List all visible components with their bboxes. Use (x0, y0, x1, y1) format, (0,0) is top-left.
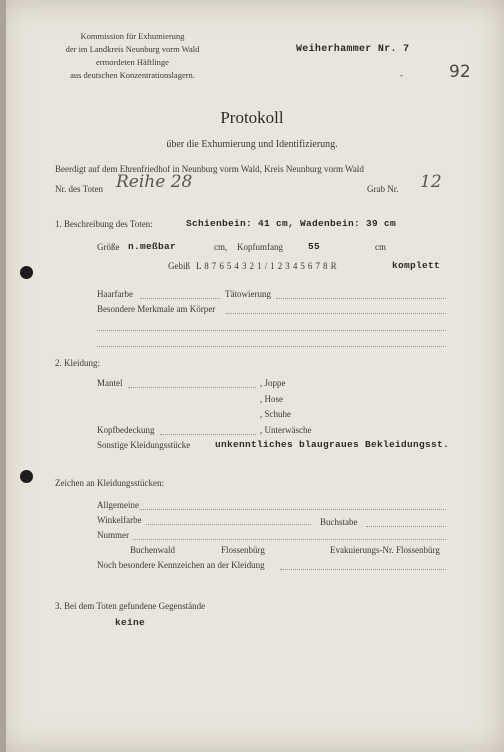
buchstabe-label: Buchstabe (320, 517, 358, 527)
reference-number: Weiherhammer Nr. 7 (296, 44, 410, 55)
buchenwald-label: Buchenwald (130, 545, 175, 555)
nummer-line (133, 539, 446, 540)
section2-label: 2. Kleidung: (55, 358, 100, 368)
haarfarbe-line (140, 298, 220, 299)
kopfbedeckung-label: Kopfbedeckung (97, 425, 155, 435)
groesse-value: n.meßbar (128, 241, 177, 252)
commission-line: aus deutschen Konzentrationslagern. (70, 70, 195, 80)
page-title: Protokoll (220, 108, 284, 127)
header-dash: - (400, 70, 403, 80)
punch-hole (20, 266, 33, 279)
cm-label: cm, (214, 242, 228, 252)
evakuierung-label: Evakuierungs-Nr. Flossenbürg (330, 545, 440, 555)
gebiss-value: komplett (392, 260, 441, 271)
punch-hole (20, 470, 33, 483)
description-value: Schienbein: 41 cm, Wadenbein: 39 cm (186, 218, 397, 229)
commission-line: ermordeten Häftlinge (96, 57, 169, 67)
merkmale-line (226, 313, 446, 314)
allgemeine-label: Allgemeine (97, 500, 139, 510)
winkelfarbe-label: Winkelfarbe (97, 515, 142, 525)
nummer-label: Nummer (97, 530, 129, 540)
gebiss-digits: L 8 7 6 5 4 3 2 1 / 1 2 3 4 5 6 7 8 R (196, 261, 337, 271)
zeichen-label: Zeichen an Kleidungsstücken: (55, 478, 164, 488)
commission-line: der im Landkreis Neunburg vorm Wald (65, 44, 200, 54)
sonstige-label: Sonstige Kleidungsstücke (97, 440, 191, 450)
hose-label: , Hose (260, 394, 283, 404)
winkelfarbe-line (146, 524, 311, 525)
haarfarbe-label: Haarfarbe (97, 289, 133, 299)
flossenbuerg-label: Flossenbürg (221, 545, 265, 555)
commission-block (40, 30, 225, 82)
mantel-line (128, 387, 256, 388)
nr-label: Nr. des Toten (55, 184, 103, 194)
groesse-label: Größe (97, 242, 120, 252)
buchstabe-line (366, 526, 446, 527)
kopfumfang-value: 55 (308, 241, 321, 252)
grab-label: Grab Nr. (367, 184, 399, 194)
taetowierung-label: Tätowierung (225, 289, 271, 299)
unterwaesche-label: , Unterwäsche (260, 425, 312, 435)
sonstige-value: unkenntliches blaugraues Bekleidungsst. (215, 439, 450, 450)
merkmale-line-2 (97, 330, 446, 331)
allgemeine-line (140, 509, 446, 510)
section1-label: 1. Beschreibung des Toten: (55, 219, 153, 229)
commission-line: Kommission für Exhumierung (80, 31, 185, 41)
merkmale-line-3 (97, 346, 446, 347)
section3-label: 3. Bei dem Toten gefundene Gegenstände (55, 601, 206, 611)
noch-line (280, 569, 446, 570)
section3-value: keine (115, 617, 146, 628)
merkmale-label: Besondere Merkmale am Körper (97, 304, 216, 314)
noch-label: Noch besondere Kennzeichen an der Kleidung (97, 560, 265, 570)
joppe-label: , Joppe (260, 378, 286, 388)
kopfbedeckung-line (160, 434, 256, 435)
page-subtitle: über die Exhumierung und Identifizierung. (166, 139, 338, 150)
page-number: 92 (449, 62, 471, 82)
mantel-label: Mantel (97, 378, 123, 388)
schuhe-label: , Schuhe (260, 409, 291, 419)
grab-value: 12 (420, 172, 442, 192)
gebiss-label: Gebiß (168, 261, 190, 271)
burial-text: Beerdigt auf dem Ehrenfriedhof in Neunburg vorm Wald, Kreis Neunburg vorm Wald (55, 164, 364, 174)
nr-value: Reihe 28 (116, 172, 193, 192)
kopfumfang-label: Kopfumfang (237, 242, 283, 252)
cm-label: cm (375, 242, 386, 252)
taetowierung-line (276, 298, 446, 299)
